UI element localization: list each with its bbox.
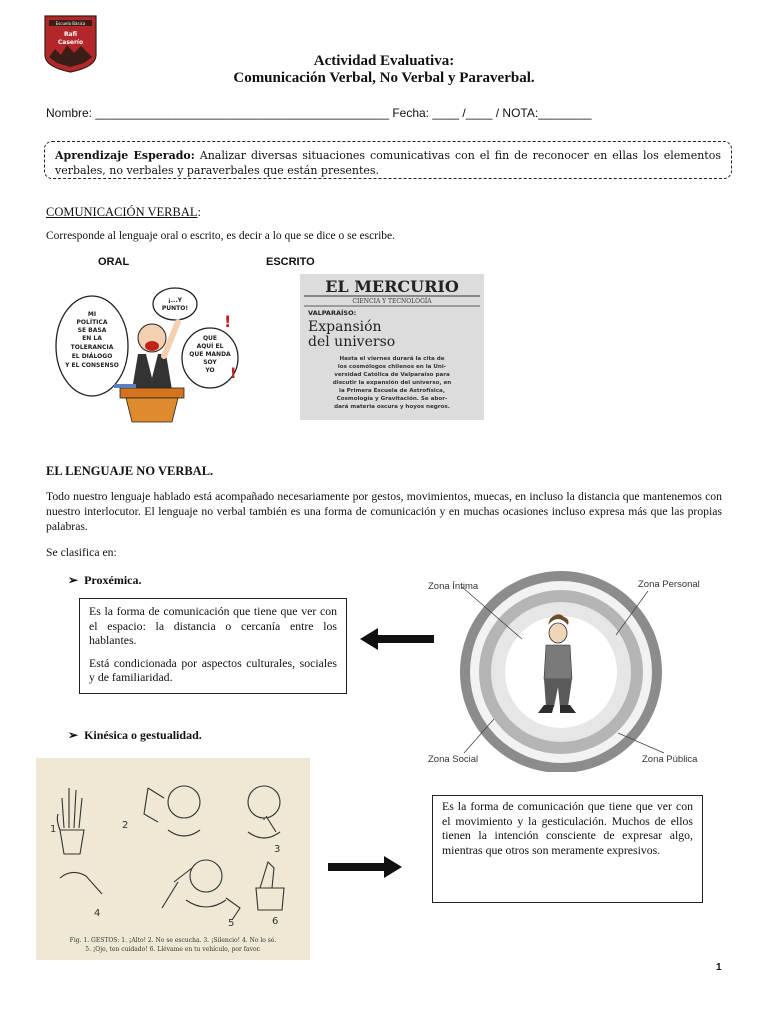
newspaper-body-line: dará materia oscura y hoyos negros. <box>334 404 450 410</box>
proxemica-paragraph-2: Está condicionada por aspectos culturales, sociales y de familiaridad. <box>89 655 337 684</box>
newspaper-body-line: la Primera Escuela de Astrofísica, <box>339 388 445 394</box>
verbal-heading-colon: : <box>197 205 201 219</box>
no-verbal-paragraph: Todo nuestro lenguaje hablado está acompañado necesariamente por gestos, movimientos, muecas, en incluso la distancia que mantenemos con nuestro interlocutor. El lenguaje no verbal también es una forma de comunicación y en muchas ocasiones incluso expresa más que las propias palabras. <box>46 490 722 533</box>
gesture-number: 4 <box>94 908 101 919</box>
right-arrow-icon <box>328 856 402 878</box>
newspaper-body-line: versidad Católica de Valparaíso para <box>334 372 450 378</box>
zona-publica-label: Zona Pública <box>642 754 698 765</box>
verbal-description: Corresponde al lenguaje oral o escrito, es decir a lo que se dice o se escribe. <box>46 230 396 242</box>
gesture-number: 2 <box>122 820 129 831</box>
gesture-number: 5 <box>228 918 235 929</box>
gestures-caption-line-2: 5. ¡Ojo, ten cuidado! 6. Llévame en tu vehículo, por favor. <box>85 946 261 953</box>
zona-intima-label: Zona Íntima <box>428 581 479 592</box>
svg-text:!: ! <box>230 366 237 382</box>
newspaper-place: VALPARAÍSO: <box>308 309 357 317</box>
bubble-left-line-2: POLÍTICA <box>76 319 108 326</box>
bubble-left-line-3: SE BASA <box>77 327 107 334</box>
bubble-left-line-4: EN LA <box>82 335 102 342</box>
gestures-caption-line-1: Fig. 1. GESTOS: 1. ¡Alto! 2. No se escucha. 3. ¡Silencio! 4. No lo sé. <box>69 937 277 944</box>
proxemica-bullet <box>68 573 141 588</box>
bubble-left-line-7: Y EL CONSENSO <box>65 362 119 369</box>
zona-social-label: Zona Social <box>428 754 479 765</box>
aprendizaje-esperado-box <box>44 141 732 179</box>
newspaper-masthead: EL MERCURIO <box>325 277 459 296</box>
logo-text-2: Rafi <box>63 31 78 38</box>
proxemica-definition-box <box>79 598 347 694</box>
proxemic-zones-diagram <box>420 567 710 772</box>
logo-text-3: Caserío <box>57 39 84 46</box>
escrito-label: ESCRITO <box>266 256 315 268</box>
newspaper-clipping-image <box>300 274 484 420</box>
bubble-right-line-5: YO <box>205 367 215 374</box>
kinesica-title: Kinésica o gestualidad. <box>84 728 202 742</box>
oral-cartoon-image <box>54 282 240 424</box>
kinesica-definition-box: Es la forma de comunicación que tiene que ver con el movimiento y la gesticulación. Muchos de ellos tienen la intención consciente de expresar algo, mientras que otros son meramente expresivos. <box>432 795 703 903</box>
proxemica-title: Proxémica. <box>84 573 142 587</box>
title-line-1: Actividad Evaluativa: <box>313 53 455 69</box>
bubble-right-line-4: SOY <box>203 359 217 366</box>
bubble-left-line-5: TOLERANCIA <box>70 344 114 351</box>
newspaper-body-line: los cosmólogos chilenos en la Uni- <box>337 364 447 370</box>
aprendizaje-text: Analizar diversas situaciones comunicativas con el fin de reconocer en ellas los elementos verbales, no verbales y paraverbales que están presentes. <box>55 149 721 177</box>
newspaper-section: CIENCIA Y TECNOLOGÍA <box>352 298 432 305</box>
logo-text-1: Escuela Básica <box>55 21 86 26</box>
clasifica-text: Se clasifica en: <box>46 546 117 559</box>
student-info-line: Nombre: ____________________________________________ Fecha: ____ /____ / NOTA:________ <box>46 106 592 120</box>
proxemica-paragraph-1: Es la forma de comunicación que tiene que ver con el espacio: la distancia o cercanía entre los hablantes. <box>89 604 337 647</box>
gestures-illustration-image <box>36 758 310 960</box>
bubble-left-line-6: EL DIÁLOGO <box>71 353 113 360</box>
bubble-top-line-1: ¡...Y <box>168 297 182 304</box>
verbal-heading <box>46 205 201 220</box>
verbal-heading-text: COMUNICACIÓN VERBAL <box>46 205 198 219</box>
aprendizaje-label: Aprendizaje Esperado: <box>55 149 195 162</box>
newspaper-body-line: Hasta el viernes durará la cita de <box>339 356 445 362</box>
bullet-arrow-icon: ➢ <box>68 573 79 587</box>
gesture-number: 6 <box>272 916 279 927</box>
newspaper-headline-1: Expansión <box>308 319 382 335</box>
page-number: 1 <box>716 962 722 973</box>
svg-text:!: ! <box>224 312 232 331</box>
kinesica-bullet <box>68 728 202 743</box>
zona-personal-label: Zona Personal <box>638 579 700 590</box>
newspaper-headline-2: del universo <box>308 334 396 350</box>
bubble-left-line-1: MI <box>87 311 97 318</box>
oral-label: ORAL <box>98 256 130 268</box>
gesture-number: 3 <box>274 844 281 855</box>
bubble-right-line-1: QUE <box>202 335 218 342</box>
newspaper-body-line: Cosmología y Gravitación. Se abor- <box>336 396 448 402</box>
gesture-number: 1 <box>50 824 57 835</box>
bullet-arrow-icon: ➢ <box>68 728 79 742</box>
bubble-top-line-2: PUNTO! <box>161 305 189 312</box>
newspaper-body-line: discutir la expansión del universo, en <box>332 380 452 386</box>
title-line-2: Comunicación Verbal, No Verbal y Paraverbal. <box>233 70 535 86</box>
bubble-right-line-2: AQUÍ EL <box>196 343 224 350</box>
no-verbal-heading: EL LENGUAJE NO VERBAL. <box>46 464 214 478</box>
bubble-right-line-3: QUE MANDA <box>189 351 231 358</box>
